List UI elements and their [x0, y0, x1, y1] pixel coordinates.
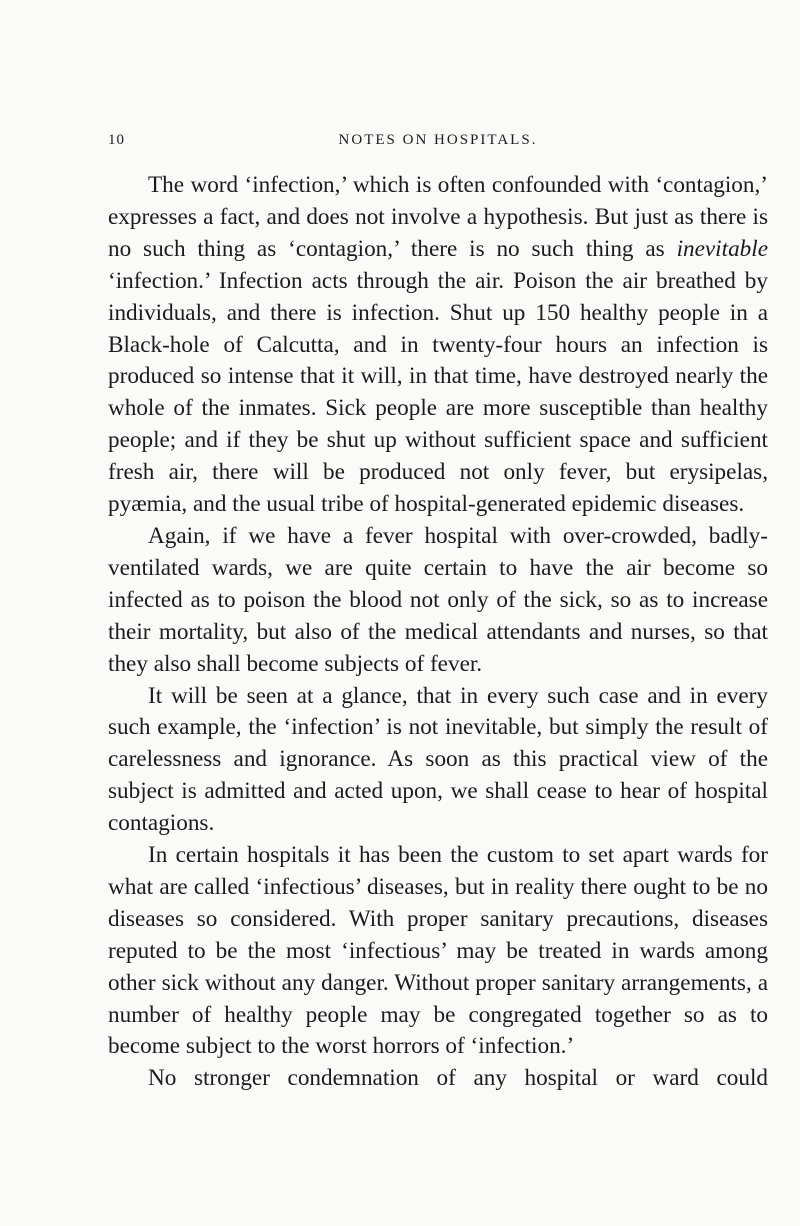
body-text: [108, 170, 768, 1095]
paragraph-fever-hospital: Again, if we have a fever hospital with over-crowded, badly-ventilated wards, we are quite certain to have the air become so infected as to poison the blood not only of the sick, so as to increase their mortality, but also of the medical attendants and nurses, so that they also shall become subjects of fever.: [108, 522, 768, 677]
paragraph-infection-definition: [108, 170, 768, 521]
paragraph-infectious-wards: In certain hospitals it has been the custom to set apart wards for what are called ‘infectious’ diseases, but in reality there ought to be no diseases so considered. With proper sanitary precautions, diseases reputed to be the most ‘infectious’ may be treated in wards among other sick without any danger. Without proper sanitary arrangements, a number of healthy people may be congregated together so as to become subject to the worst horrors of ‘infection.’: [108, 842, 768, 1060]
paragraph-text-part-1: The word ‘infection,’ which is often confounded with ‘contagion,’ expresses a fact, and does not involve a hypothesis. But just as there is no such thing as ‘contagion,’ there is no such thing as: [108, 172, 768, 262]
paragraph-text-part-2: ‘infection.’ Infection acts through the air. Poison the air breathed by individuals, and there is infection. Shut up 150 healthy people in a Black-hole of Calcutta, and in twenty-four hours an infection is produced so intense that it will, in that time, have destroyed nearly the whole of the inmates. Sick people are more susceptible than healthy people; and if they be shut up without sufficient space and sufficient fresh air, there will be produced not only fever, but erysipelas, pyæmia, and the usual tribe of hospital-generated epidemic diseases.: [108, 267, 768, 518]
running-title: NOTES ON HOSPITALS.: [338, 132, 538, 148]
emphasized-word-inevitable: inevitable: [676, 235, 768, 262]
page-number: 10: [108, 132, 125, 148]
paragraph-condemnation-start: No stronger condemnation of any hospital or ward could: [148, 1065, 768, 1092]
paragraph-infection-not-inevitable: It will be seen at a glance, that in every such case and in every such example, the ‘infection’ is not inevitable, but simply the result of carelessness and ignorance. As soon as this practical view of the subject is admitted and acted upon, we shall cease to hear of hospital contagions.: [108, 682, 768, 837]
running-head: [108, 132, 768, 154]
